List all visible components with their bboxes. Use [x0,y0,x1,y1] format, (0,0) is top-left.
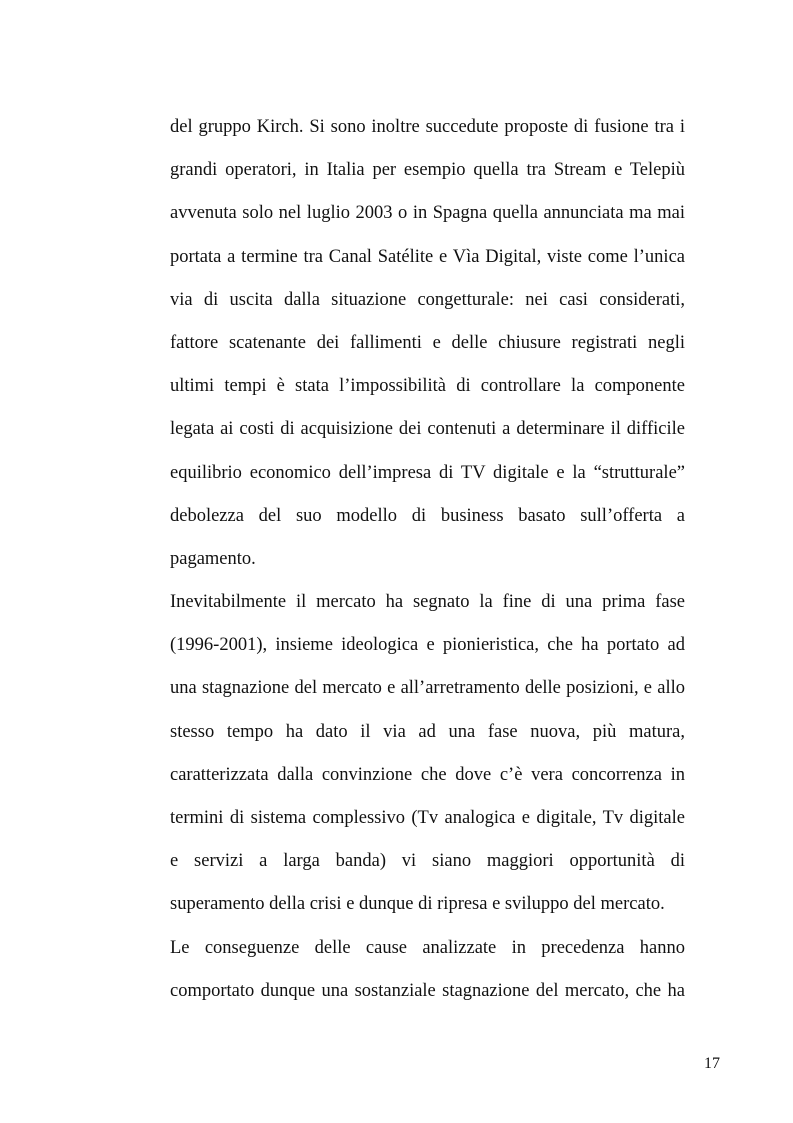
text-line: Le conseguenze delle cause analizzate in precedenza hanno [170,937,685,958]
paragraph-1 [170,109,685,584]
text-line: superamento della crisi e dunque di ripresa e sviluppo del mercato. [170,894,665,915]
text-line: termini di sistema complessivo (Tv analogica e digitale, Tv digitale [170,808,685,828]
text-line: comportato dunque una sostanziale stagnazione del mercato, che ha [170,980,685,1001]
text-line: una stagnazione del mercato e all’arretramento delle posizioni, e allo [170,678,685,699]
text-line: fattore scatenante dei fallimenti e delle chiusure registrati negli [170,332,685,353]
paragraph-3 [170,930,685,1016]
text-line: avvenuta solo nel luglio 2003 o in Spagna quella annunciata ma mai [170,203,685,224]
text-line: del gruppo Kirch. Si sono inoltre succedute proposte di fusione tra i [170,117,685,137]
text-line: caratterizzata dalla convinzione che dove c’è vera concorrenza in [170,764,685,785]
text-line: grandi operatori, in Italia per esempio quella tra Stream e Telepiù [170,160,685,181]
body-text [170,109,685,1016]
text-line: stesso tempo ha dato il via ad una fase nuova, più matura, [170,721,685,742]
text-line: ultimi tempi è stata l’impossibilità di controllare la componente [170,376,685,397]
page-number: 17 [704,1055,720,1072]
paragraph-2 [170,584,685,930]
text-line: e servizi a larga banda) vi siano maggiori opportunità di [170,851,685,872]
text-line: debolezza del suo modello di business basato sull’offerta a [170,505,685,526]
text-line: via di uscita dalla situazione congetturale: nei casi considerati, [170,289,685,310]
text-line: equilibrio economico dell’impresa di TV digitale e la “strutturale” [170,462,685,483]
text-line: pagamento. [170,548,256,569]
text-line: legata ai costi di acquisizione dei contenuti a determinare il difficile [170,419,685,440]
text-line: Inevitabilmente il mercato ha segnato la fine di una prima fase [170,592,685,613]
text-line: portata a termine tra Canal Satélite e Vìa Digital, viste come l’unica [170,246,685,267]
text-line: (1996-2001), insieme ideologica e pionieristica, che ha portato ad [170,635,685,656]
